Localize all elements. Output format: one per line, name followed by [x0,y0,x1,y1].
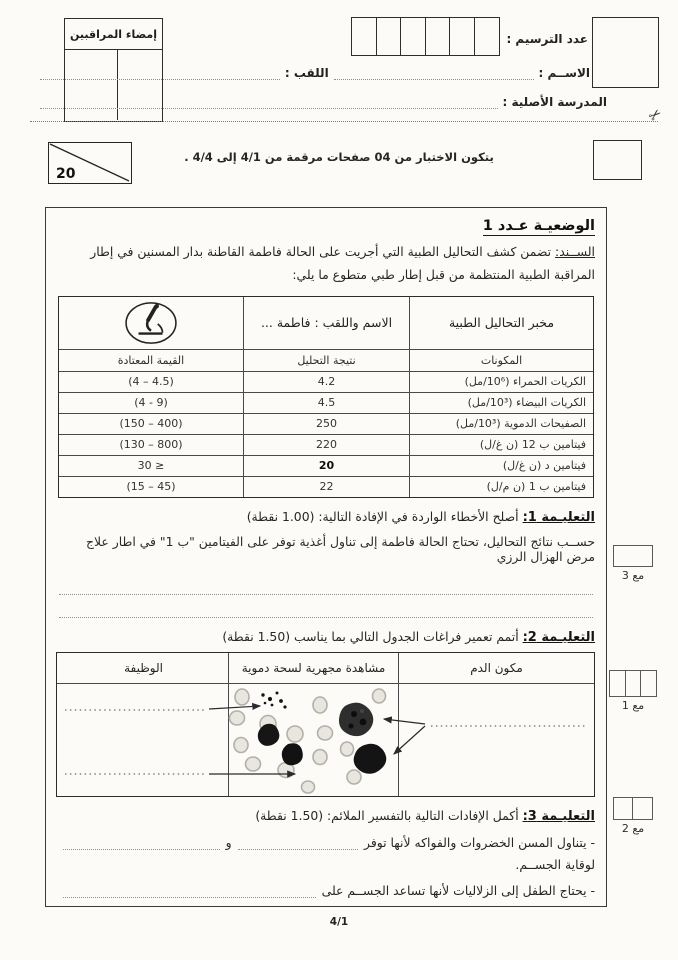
lab-cell-component: فيتامين د (ن غ/ل) [502,458,586,472]
instruction-2-heading: التعليـمة 2: [522,629,595,645]
registration-number-boxes [351,17,500,56]
total-score-box [48,142,132,184]
patient-name-field: الاسم واللقب : فاطمة ... [244,297,410,349]
criterion-label: مع 1 [621,699,645,712]
mark-cell [613,545,653,567]
school-write-line [40,95,498,109]
lab-table-row [59,434,593,455]
blank-line [63,836,220,850]
lab-table-row [59,455,593,476]
digit-box [474,17,500,56]
statement-2-start: - يحتاج الطفل إلى الزلاليات لأنها تساعد الجســم على [321,882,595,898]
lab-table-row [59,371,593,392]
support-label: الســند: [555,244,595,259]
blood-components-table [56,652,595,797]
page-number: 4/1 [329,916,349,928]
function-answer-cell [59,684,229,796]
name-write-line [334,66,534,80]
signature-cell [118,50,162,120]
microscope-logo-icon [122,300,180,346]
lab-table-row [59,392,593,413]
lab-cell-result: 220 [244,435,410,455]
lab-table-rows [59,371,593,497]
lab-logo-cell [59,297,244,349]
criterion-mark-3 [606,545,660,582]
registration-label: عدد الترسيم : [506,32,588,46]
lab-name: مخبر التحاليل الطبية [448,315,555,331]
blank-line [63,884,316,898]
supervisors-box-title: إمضاء المراقبين [65,19,162,50]
instruction-1-heading: التعليـمة 1: [522,509,595,525]
lab-cell-component: الكريات الحمراء (10⁶/مل) [464,374,586,388]
instruction-1-statement: حســب نتائج التحاليل، تحتاج الحالة فاطمة إلى تناول أغذية توفر على الفيتامين "ب 1" في اطار علاج مرض الهزال الرزي [86,533,595,564]
lab-cell-result: 22 [244,477,410,497]
mark-cell [625,670,642,697]
school-row [35,95,607,109]
digit-box [400,17,426,56]
lab-table-row [59,476,593,497]
instruction-2-line [57,629,595,645]
mark-cell [613,797,634,820]
pages-note: يتكون الاختبار من 04 صفحات مرقمة من 4/1 إلى 4/4 . [184,150,494,164]
col-components: المكونات [480,353,523,367]
digit-box [351,17,377,56]
col-result: نتيجة التحليل [244,350,410,371]
instruction-3-heading: التعليـمة 3: [522,808,595,824]
col-blood-component: مكون الدم [470,660,523,675]
lab-cell-normal: ≤ 30 [59,456,244,476]
lab-cell-component: الصفيحات الدموية (10³/مل) [455,416,586,430]
supervisors-signature-cells [65,50,162,120]
lab-cell-result: 4.2 [244,372,410,392]
mark-cell [609,670,626,697]
col-function: الوظيفة [59,653,229,683]
situation-title: الوضعيـة عـدد 1 [482,218,595,234]
criterion-mark-2 [606,797,660,835]
col-normal-value: القيمة المعتادة [59,350,244,371]
statement-to-complete-2 [57,883,595,898]
tear-dotted-line [30,121,658,122]
statement-1-end: لوقاية الجســم. [515,856,595,872]
secret-code-box [592,17,659,88]
lab-table-header [59,297,593,349]
statement-to-complete-1 [57,835,595,850]
blood-table-content-row [57,683,594,796]
lab-cell-component: فيتامين ب 1 (ن م/ل) [486,479,586,493]
blank-line [238,836,358,850]
instruction-3-text: أكمل الإفادات التالية بالتفسير الملائم: (1.50 نقطة) [255,807,523,823]
answer-line [59,600,593,618]
blood-table-header [57,653,594,683]
answer-line [59,577,593,595]
lab-cell-normal: (800 – 130) [59,435,244,455]
scissors-icon: ✂ [645,104,667,126]
surname-label: اللقب : [284,66,329,80]
blood-component-answer-cell [399,684,594,796]
instruction-1-text: أصلح الأخطاء الواردة في الإفادة التالية: (1.00 نقطة) [246,508,523,524]
name-label: الاســم : [538,66,590,80]
statement-1-conjunction: و [225,834,232,850]
lab-cell-normal: (400 – 150) [59,414,244,434]
lab-table-row [59,413,593,434]
school-label: المدرسة الأصلية : [502,95,607,109]
support-text: تضمن كشف التحاليل الطبية التي أجريت على الحالة فاطمة القاطنة بدار المسنين في إطار المراقبة الطبية المنتظمة من قبل إطار طبي متطوع ما يلي: [90,244,595,282]
digit-box [376,17,402,56]
instruction-1-line [57,509,595,525]
blood-smear-cell [229,684,399,796]
instruction-2-text: أتمم تعمير فراغات الجدول التالي بما يناسب (1.50 نقطة) [222,628,523,644]
lab-cell-result: 250 [244,414,410,434]
col-microscopic-observation: مشاهدة مجهرية لسحة دموية [229,653,399,683]
lab-cell-normal: (45 – 15) [59,477,244,497]
total-score-value: 20 [56,166,76,182]
lab-cell-component: الكريات البيضاء (10³/مل) [467,395,586,409]
mark-cell [632,797,653,820]
lab-cell-normal: (9 - 4) [59,393,244,413]
signature-cell [65,50,118,120]
surname-write-line [40,66,280,80]
lab-cell-component: فيتامين ب 12 (ن غ/ل) [479,437,586,451]
statement-1-start: - يتناول المسن الخضروات والفواكه لأنها توفر [363,834,595,850]
digit-box [449,17,475,56]
lab-table-subheader [59,349,593,371]
lab-results-table [58,296,594,498]
criterion-label: مع 2 [621,822,645,835]
instruction-3-line [57,808,595,824]
lab-cell-result: 20 [244,456,410,476]
name-row [35,66,590,80]
digit-box [425,17,451,56]
lab-cell-normal: (4.5 – 4) [59,372,244,392]
criterion-mark-1 [606,670,660,712]
mark-cell [640,670,657,697]
exercise-frame [45,207,607,907]
lab-cell-result: 4.5 [244,393,410,413]
criterion-label: مع 3 [621,569,645,582]
support-paragraph [57,241,595,287]
